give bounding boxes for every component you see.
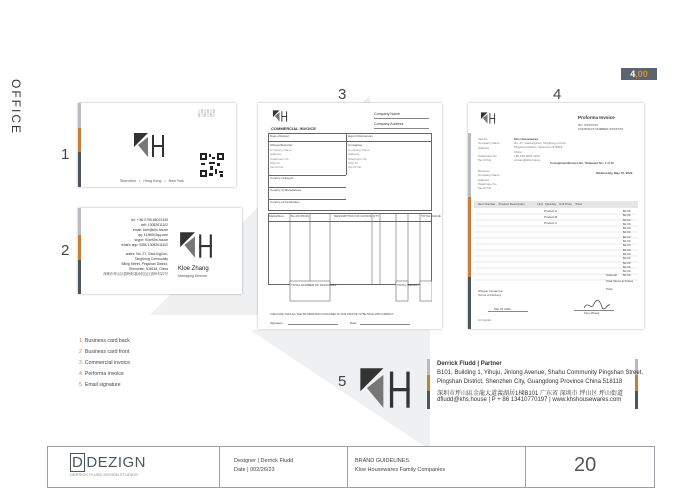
sig-name: Derrick Fludd | Partner (437, 361, 502, 367)
date-label: Date | 002/26/23 (234, 467, 275, 473)
legend-item: 1 Business card back (79, 338, 130, 344)
project-sub: Kloe Housewares Family Companies (355, 467, 446, 473)
brand-logo: D DEZIGN (72, 454, 147, 471)
commercial-invoice: COMMERCIAL INVOICE Company Name Company Address Date of Export Shipper/Exporter Country of Export Country of Manufacture Country of Destination Export References Consignee Company Name Address Telephone No. Ship To Tax ID No. Company Name Address Telephone No. Ship To Tax ID No. Marks/Nos. No.OF PKGS DESCRIPTION OF GOODS QTY TOTAL VALUE TOTAL NUMBER OF PACKAGES TOTAL WEIGHT I DECLARE THAT ALL THE INFORMATION CONTAINED IN THIS INVOICE TO BE TRUE AND CORRECT Signature Date (258, 103, 442, 329)
proforma-heading: Proforma Invoice (578, 115, 615, 120)
item-number-1: 1 (61, 146, 70, 163)
qr-code-icon (200, 153, 224, 177)
side-label: OFFICE (9, 79, 23, 135)
footer (47, 446, 655, 488)
proforma-invoice: Proforma Invoice NO. XXXXXXX CONTRACT NUMBER XXXXXXX Khs Housewares Vendor Company Name Address Telephone No. Tax ID No. No. 27, GaoLingCun, TangKeng Comm. Pingshan District, Shenzhen 518118 China +86 130 8261 1102 contact@khs.house Consignment/Invoice No.: Shipment No.: 1 of 10 Wednesday, May 15, 2020 Receiver Company Name Address Telephone No. Tax ID No. Item Number Product Description Unit Quantity Unit Price Total Product A Product B Product C $0.00 $0.00 $0.00 $0.00 $0.00 $0.00 $0.00 $0.00 $0.00 $0.00 $0.00 $0.00 $0.00 $0.00 $0.00 $0.00 Subtotal Total Taxes & Duties Total Shipper Incoterms Terms of Delivery Mar 23 2020 Kloe Zhang For Supplier (468, 103, 644, 329)
page-counter: 4,00 (621, 68, 657, 80)
card-contact: tel: + 86 0755-86021349 cell: 13082611102 email: kloe@khs.house qq: 4136603qq.com skype: KloeKhs.house what's app: 0086 13082611102 addrs: No. 27, GaoLingCun, TangKeng Community Biling Street, Pingshan District, Shenzhen, 518118, China 深圳市坪山区碧岭街道汤坑社区高岭村27号 (103, 218, 168, 276)
legend-list (79, 336, 130, 391)
company-address: Company Address (374, 122, 404, 126)
khs-logo (132, 131, 166, 159)
invoice-table-columns (268, 213, 432, 303)
business-card-front (78, 208, 242, 294)
page-number: 20 (574, 454, 597, 476)
khs-logo (178, 230, 214, 260)
legend-item: 4 Performa invoice (79, 371, 124, 377)
card-name: Kloe Zhang (178, 266, 209, 272)
khs-logo (480, 111, 496, 125)
item-number-4: 4 (553, 86, 562, 103)
item-number-2: 2 (61, 242, 70, 259)
card-tagline: Shenzhen • Hong Kong • New York (120, 179, 184, 183)
sig-address-cn: 深圳市坪山區金龍大道義湖居1棟B101 广东省 深圳市 坪山区 坪山街道 (437, 391, 624, 397)
invoice-heading: COMMERCIAL INVOICE (271, 126, 317, 131)
brand-sub: DERRICK FLUDD DESIGN STUDIOS (70, 472, 138, 477)
legend-item: 5 Email signature (79, 382, 121, 388)
sig-address-2: Pingshan District, Shenzhen City, Guangdong Province China 518118 (437, 379, 623, 385)
legend-item: 3 Commercial invoice (79, 360, 131, 366)
business-card-back: ░ ▒ ░ ▒ ░ ▒ ▒ ░ ▒ ░ ▒ ░ Shenzhen • Hong Kong • New York (78, 103, 236, 187)
sig-address-1: B101, Building 1, Yihuju, Jinlong Avenue, Shahu Community Pingshan Street, (437, 370, 644, 376)
sig-contact: dfludd@khs.house | P + 86 13410770197 | www.khshousewares.com (437, 397, 622, 403)
designer-label: Designer | Derrick Fludd (234, 458, 294, 464)
khs-logo (355, 365, 415, 411)
project-title: BRAND GUIDELINES (355, 458, 410, 464)
email-signature (355, 355, 645, 425)
legend-item: 2 Business card front (79, 349, 130, 355)
company-name: Company Name (374, 112, 400, 116)
khs-logo (272, 109, 288, 123)
item-number-3: 3 (338, 86, 347, 103)
item-number-5: 5 (338, 373, 347, 390)
card-title: Managing Director (178, 274, 208, 278)
